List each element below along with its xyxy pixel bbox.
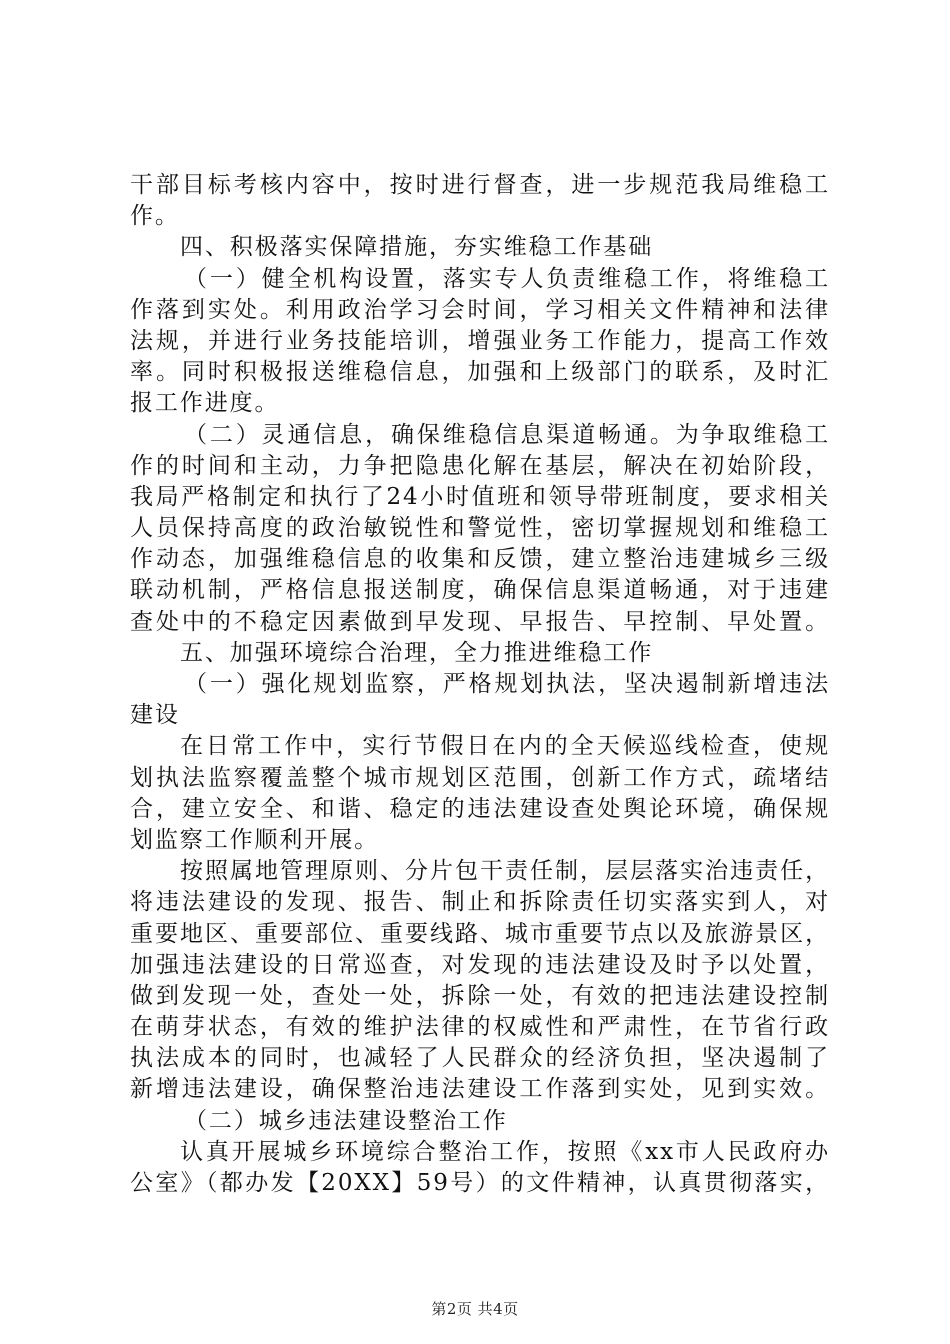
body-line: 我局严格制定和执行了24小时值班和领导带班制度，要求相关 bbox=[130, 483, 830, 510]
body-line: 联动机制，严格信息报送制度，确保信息渠道畅通，对于违建 bbox=[130, 577, 830, 604]
body-line: 重要地区、重要部位、重要线路、城市重要节点以及旅游景区， bbox=[130, 920, 830, 947]
body-line: 新增违法建设，确保整治违法建设工作落到实处，见到实效。 bbox=[130, 1076, 830, 1103]
body-line: 加强违法建设的日常巡查，对发现的违法建设及时予以处置， bbox=[130, 951, 830, 978]
body-line: 作的时间和主动，力争把隐患化解在基层，解决在初始阶段， bbox=[130, 452, 830, 479]
body-line: （一）健全机构设置，落实专人负责维稳工作，将维稳工 bbox=[184, 265, 830, 292]
body-line: 划执法监察覆盖整个城市规划区范围，创新工作方式，疏堵结 bbox=[130, 764, 830, 791]
body-line: 划监察工作顺利开展。 bbox=[130, 826, 379, 853]
body-line: 认真开展城乡环境综合整治工作，按照《xx市人民政府办 bbox=[180, 1138, 830, 1165]
body-line: 查处中的不稳定因素做到早发现、早报告、早控制、早处置。 bbox=[130, 608, 830, 635]
document-body bbox=[130, 170, 830, 1199]
body-line: 作。 bbox=[130, 203, 180, 230]
body-line: 公室》（都办发【20XX】59号）的文件精神，认真贯彻落实， bbox=[130, 1170, 830, 1196]
body-line: 作落到实处。利用政治学习会时间，学习相关文件精神和法律 bbox=[130, 296, 830, 323]
body-line: 报工作进度。 bbox=[130, 390, 280, 417]
subsection-heading: （二）城乡违法建设整治工作 bbox=[184, 1107, 508, 1134]
body-line: 将违法建设的发现、报告、制止和拆除责任切实落实到人，对 bbox=[130, 889, 830, 916]
body-line: 法规，并进行业务技能培训，增强业务工作能力，提高工作效 bbox=[130, 327, 830, 354]
body-line: （二）灵通信息，确保维稳信息渠道畅通。为争取维稳工 bbox=[184, 421, 830, 448]
body-line: 在萌芽状态，有效的维护法律的权威性和严肃性，在节省行政 bbox=[130, 1014, 830, 1041]
subsection-heading: 建设 bbox=[130, 702, 180, 729]
body-line: 作动态，加强维稳信息的收集和反馈，建立整治违建城乡三级 bbox=[130, 546, 830, 573]
body-line: 干部目标考核内容中，按时进行督查，进一步规范我局维稳工 bbox=[130, 172, 830, 198]
body-line: 在日常工作中，实行节假日在内的全天候巡线检查，使规 bbox=[180, 733, 830, 760]
body-line: 执法成本的同时，也减轻了人民群众的经济负担，坚决遏制了 bbox=[130, 1045, 830, 1072]
page-number-footer: 第2页 共4页 bbox=[431, 1300, 519, 1318]
body-line: 合，建立安全、和谐、稳定的违法建设查处舆论环境，确保规 bbox=[130, 795, 830, 822]
body-line: 率。同时积极报送维稳信息，加强和上级部门的联系，及时汇 bbox=[130, 359, 830, 386]
body-line: 做到发现一处，查处一处，拆除一处，有效的把违法建设控制 bbox=[130, 982, 830, 1009]
section-heading: 四、积极落实保障措施，夯实维稳工作基础 bbox=[180, 234, 654, 261]
subsection-heading: （一）强化规划监察，严格规划执法，坚决遏制新增违法 bbox=[184, 671, 830, 697]
body-line: 按照属地管理原则、分片包干责任制，层层落实治违责任， bbox=[180, 858, 830, 885]
body-line: 人员保持高度的政治敏锐性和警觉性，密切掌握规划和维稳工 bbox=[130, 515, 830, 542]
section-heading: 五、加强环境综合治理，全力推进维稳工作 bbox=[180, 639, 654, 666]
